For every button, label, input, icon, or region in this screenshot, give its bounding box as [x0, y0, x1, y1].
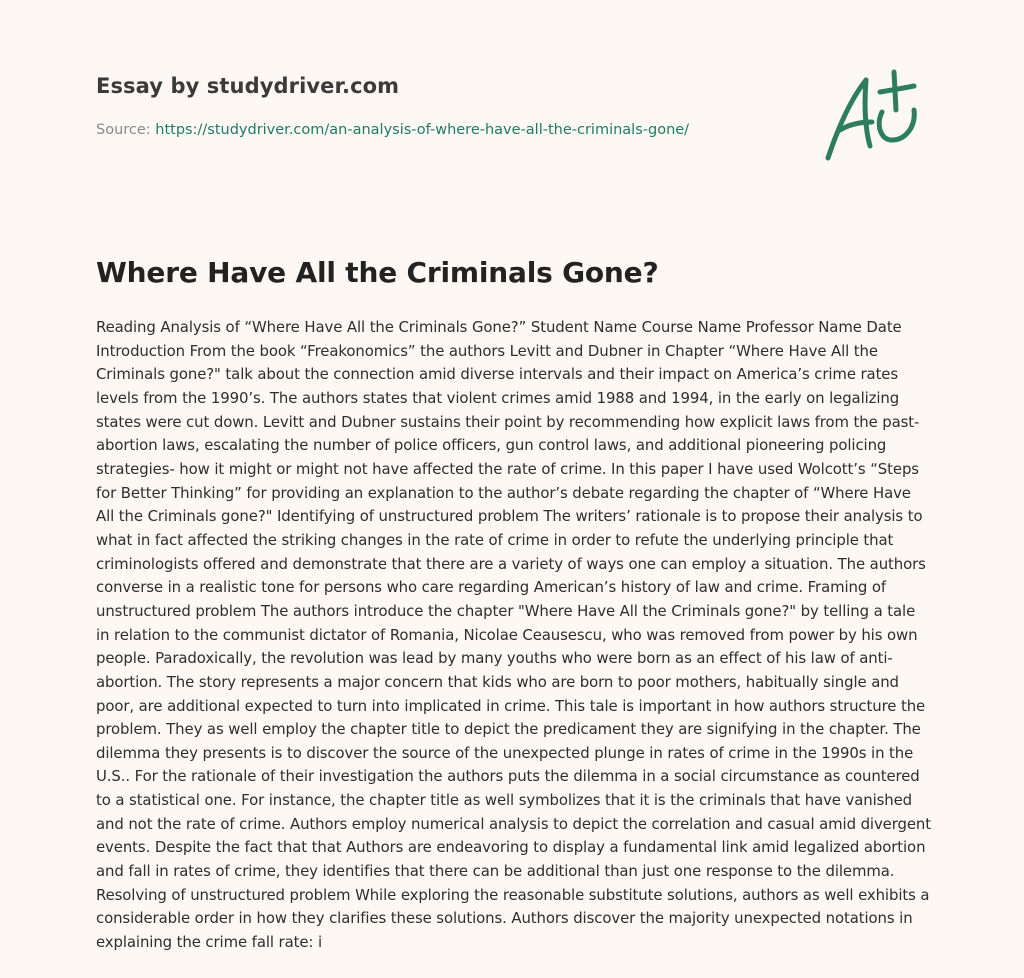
source-link[interactable]: https://studydriver.com/an-analysis-of-where-have-all-the-criminals-gone/: [155, 122, 690, 138]
source-line: [96, 122, 796, 138]
article-title: Where Have All the Criminals Gone?: [96, 256, 659, 289]
site-title: Essay by studydriver.com: [96, 74, 400, 98]
essay-body-text: Reading Analysis of “Where Have All the Criminals Gone?” Student Name Course Name Professor Name Date Introduction From the book “Freakonomics” the authors Levitt and Dubner in Chapter “Where Have All the Criminals gone?" talk about the connection amid diverse intervals and their impact on America’s crime rates levels from the 1990’s. The authors states that violent crimes amid 1988 and 1994, in the early on legalizing states were cut down. Levitt and Dubner sustains their point by recommending how explicit laws from the past- abortion laws, escalating the number of police officers, gun control laws, and additional pioneering policing strategies- how it might or might not have affected the rate of crime. In this paper I have used Wolcott’s “Steps for Better Thinking” for providing an explanation to the author’s debate regarding the chapter of “Where Have All the Criminals gone?" Identifying of unstructured problem The writers’ rationale is to propose their analysis to what in fact affected the striking changes in the rate of crime in order to refute the underlying principle that criminologists offered and demonstrate that there are a variety of ways one can employ a situation. The authors converse in a realistic tone for persons who care regarding American’s history of law and crime. Framing of unstructured problem The authors introduce the chapter "Where Have All the Criminals gone?" by telling a tale in relation to the communist dictator of Romania, Nicolae Ceausescu, who was removed from power by his own people. Paradoxically, the revolution was lead by many youths who were born as an effect of his law of anti- abortion. The story represents a major concern that kids who are born to poor mothers, habitually single and poor, are additional expected to turn into implicated in crime. This tale is important in how authors structure the problem. They as well employ the chapter title to depict the predicament they are signifying in the chapter. The dilemma they presents is to discover the source of the unexpected plunge in rates of crime in the 1990s in the U.S.. For the rationale of their investigation the authors puts the dilemma in a social circumstance as countered to a statistical one. For instance, the chapter title as well symbolizes that it is the criminals that have vanished and not the rate of crime. Authors employ numerical analysis to depict the correlation and casual amid divergent events. Despite the fact that that Authors are endeavoring to display a fundamental link amid legalized abortion and fall in rates of crime, they identifies that there can be additional than just one response to the dilemma. Resolving of unstructured problem While exploring the reasonable substitute solutions, authors as well exhibits a considerable order in how they clarifies these solutions. Authors discover the majority unexpected notations in explaining the crime fall rate: i: [96, 318, 931, 952]
a-plus-grade-icon: [818, 66, 930, 166]
source-label: Source:: [96, 122, 156, 138]
essay-header: [96, 74, 796, 138]
